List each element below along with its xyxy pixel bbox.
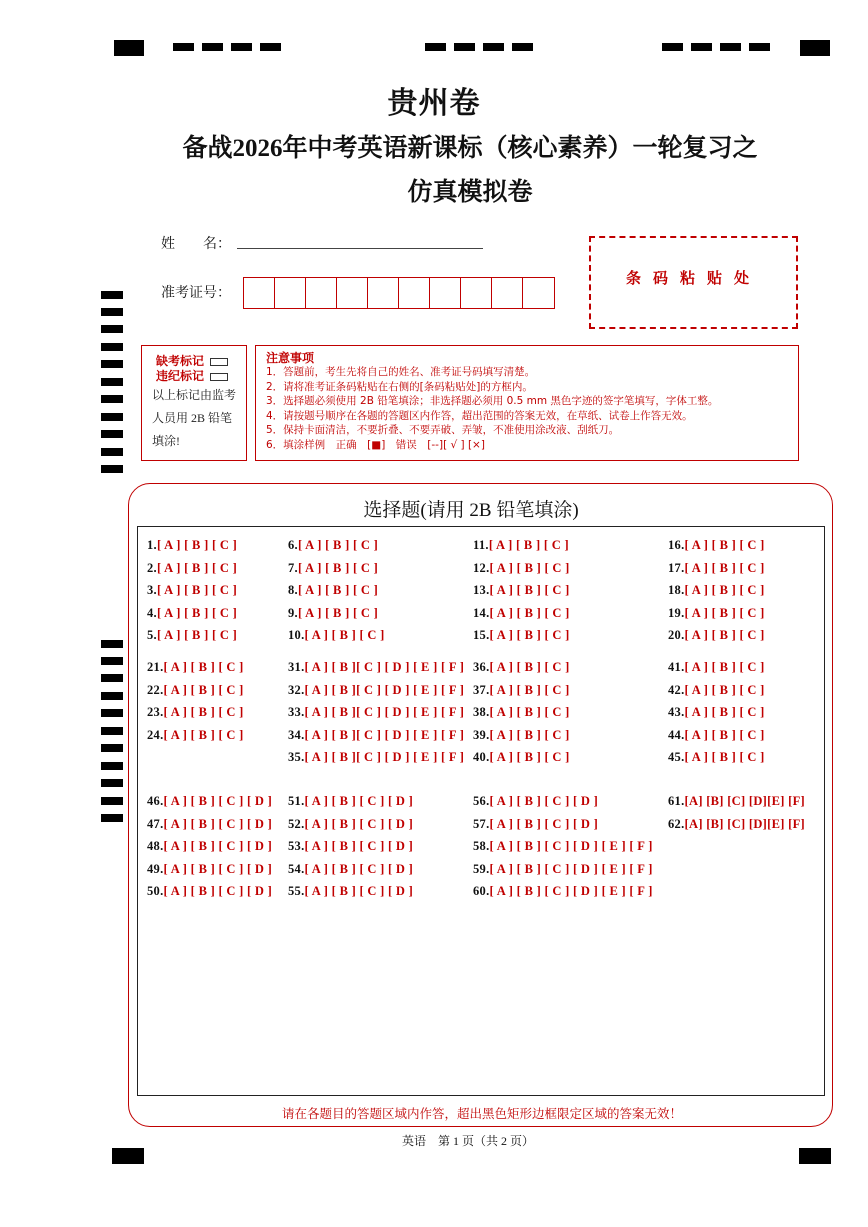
question-item[interactable] [668,583,765,598]
question-number: 22. [147,682,164,697]
question-item[interactable] [473,862,653,877]
question-number: 16. [668,538,685,552]
question-number: 62. [668,816,685,831]
notice-title: 注意事项 [266,351,315,365]
absent-mark-checkbox[interactable] [210,358,228,366]
timing-mark [101,413,123,421]
answer-options[interactable]: [ A ] [ B ] [ C ] [489,750,570,765]
notice-item: 3．选择题必须使用 2B 铅笔填涂；非选择题必须用 0.5 mm 黑色字迹的签字笔填写，字体工整。 [266,395,719,408]
answer-options[interactable]: [ A ] [ B ] [ C ] [684,560,765,575]
question-item[interactable] [668,660,765,675]
question-item[interactable] [668,817,805,832]
question-item[interactable] [668,728,765,743]
question-item[interactable] [147,794,272,809]
question-number: 57. [473,816,490,831]
question-number: 60. [473,884,490,899]
answer-options[interactable]: [ A ] [ B ] [ C ] [156,583,238,598]
answer-options[interactable]: [ A ] [ B ] [ C ] [684,605,765,620]
question-number: 2. [147,560,157,575]
question-number: 6. [288,538,298,552]
question-item[interactable] [147,583,237,598]
id-digit-box[interactable] [244,278,275,308]
question-item[interactable] [288,705,464,720]
question-item[interactable] [473,705,570,720]
question-number: 33. [288,705,305,720]
page-footer: 英语 第 1 页（共 2 页） [401,1134,534,1148]
answer-options[interactable]: [ A ] [ B ] [ C ] [ D ] [163,794,273,808]
timing-mark [512,43,533,51]
question-number: 4. [147,605,157,620]
answer-options[interactable]: [A] [B] [C] [D][E] [F] [684,794,805,808]
answer-options[interactable]: [ A ] [ B ][ C ] [ D ] [ E ] [ F ] [304,750,465,765]
question-number: 21. [147,660,164,674]
answer-options[interactable]: [ A ] [ B ] [ C ] [684,628,765,643]
answer-options[interactable]: [ A ] [ B ] [ C ] [489,583,570,598]
question-item[interactable] [147,728,244,743]
answer-options[interactable]: [ A ] [ B ] [ C ] [ D ] [ E ] [ F ] [489,861,653,876]
timing-mark [231,43,252,51]
answer-options[interactable]: [ A ] [ B ] [ C ] [156,538,238,552]
timing-mark [101,378,123,386]
question-item[interactable] [473,660,570,675]
violation-mark-checkbox[interactable] [210,373,228,381]
section-title: 选择题(请用 2B 铅笔填涂) [363,500,579,521]
question-number: 39. [473,727,490,742]
timing-mark [101,779,123,787]
timing-mark [101,762,123,770]
timing-mark [101,814,123,822]
question-item[interactable] [147,839,272,854]
question-item[interactable] [288,750,464,765]
answer-options[interactable]: [ A ] [ B ] [ C ] [156,605,238,620]
question-number: 52. [288,816,305,831]
question-item[interactable] [147,538,237,553]
question-item[interactable] [473,683,570,698]
question-item[interactable] [147,884,272,899]
id-digit-box[interactable] [337,278,368,308]
timing-mark [101,360,123,368]
timing-mark [260,43,281,51]
question-item[interactable] [473,583,570,598]
answer-options[interactable]: [ A ] [ B ] [ C ] [163,660,244,674]
timing-mark [454,43,475,51]
timing-mark [425,43,446,51]
answer-options[interactable]: [ A ] [ B ] [ C ] [ D ] [163,839,273,854]
answer-options[interactable]: [ A ] [ B ] [ C ] [684,727,765,742]
question-number: 1. [147,538,157,552]
page-subtitle-2: 仿真模拟卷 [407,179,533,206]
question-number: 11. [473,538,489,552]
notice-box [255,345,799,461]
answer-options[interactable]: [ A ] [ B ] [ C ] [489,727,570,742]
question-number: 55. [288,884,305,899]
answer-options[interactable]: [ A ] [ B ] [ C ] [684,538,765,552]
id-digit-box[interactable] [275,278,306,308]
barcode-area [589,236,798,329]
timing-mark [112,1148,144,1164]
question-number: 47. [147,816,164,831]
answer-options[interactable]: [ A ] [ B ] [ C ] [297,605,379,620]
question-item[interactable] [288,660,464,675]
timing-mark [101,430,123,438]
answer-options[interactable]: [ A ] [ B ] [ C ] [ D ] [304,816,414,831]
timing-mark [101,674,123,682]
id-digit-box[interactable] [399,278,430,308]
timing-mark [749,43,770,51]
question-item[interactable] [147,606,237,621]
answer-options[interactable]: [ A ] [ B ] [ C ] [684,682,765,697]
question-number: 17. [668,560,685,575]
answer-options[interactable]: [ A ] [ B ] [ C ] [684,705,765,720]
question-item[interactable] [288,839,413,854]
timing-mark [101,395,123,403]
answer-options[interactable]: [ A ] [ B ] [ C ] [297,560,379,575]
answer-options[interactable]: [ A ] [ B ] [ C ] [156,560,238,575]
question-number: 40. [473,750,490,765]
absent-mark-label: 缺考标记 [156,354,205,368]
question-item[interactable] [668,794,805,809]
question-number: 58. [473,839,490,854]
question-item[interactable] [668,538,765,553]
question-number: 61. [668,794,685,808]
question-number: 56. [473,794,490,808]
answer-options[interactable]: [ A ] [ B ] [ C ] [684,583,765,598]
question-number: 19. [668,605,685,620]
page-title: 贵州卷 [387,87,481,120]
answer-options[interactable]: [ A ] [ B ] [ C ] [684,660,765,674]
question-number: 32. [288,682,305,697]
question-number: 24. [147,727,164,742]
question-item[interactable] [288,728,464,743]
question-number: 38. [473,705,490,720]
question-number: 9. [288,605,298,620]
id-digit-box[interactable] [461,278,492,308]
question-number: 12. [473,560,490,575]
question-item[interactable] [147,628,237,643]
question-item[interactable] [288,561,378,576]
question-item[interactable] [668,628,765,643]
answer-options[interactable]: [ A ] [ B ] [ C ] [297,583,379,598]
question-number: 54. [288,861,305,876]
timing-mark [114,40,144,56]
answer-options[interactable]: [ A ] [ B ] [ C ] [156,628,238,643]
question-item[interactable] [473,606,570,621]
answer-options[interactable]: [A] [B] [C] [D][E] [F] [684,816,805,831]
answer-options[interactable]: [ A ] [ B ] [ C ] [304,628,385,643]
question-number: 34. [288,727,305,742]
answer-options[interactable]: [ A ] [ B ] [ C ] [489,682,570,697]
question-number: 51. [288,794,305,808]
question-item[interactable] [288,583,378,598]
question-number: 14. [473,605,490,620]
timing-mark [101,291,123,299]
question-number: 46. [147,794,164,808]
timing-mark [101,640,123,648]
question-number: 20. [668,628,685,643]
mark-note-line: 以上标记由监考 [152,388,237,402]
question-number: 45. [668,750,685,765]
timing-mark [691,43,712,51]
question-item[interactable] [147,660,244,675]
area-warning: 请在各题目的答题区域内作答，超出黑色矩形边框限定区域的答案无效！ [281,1107,682,1121]
answer-options[interactable]: [ A ] [ B ] [ C ] [163,705,244,720]
question-number: 41. [668,660,685,674]
question-item[interactable] [288,817,413,832]
question-number: 18. [668,583,685,598]
id-digit-box[interactable] [306,278,337,308]
question-item[interactable] [288,538,378,553]
answer-options[interactable]: [ A ] [ B ] [ C ] [ D ] [ E ] [ F ] [489,884,653,899]
timing-mark [101,465,123,473]
timing-mark [101,709,123,717]
question-item[interactable] [473,884,653,899]
question-item[interactable] [668,683,765,698]
answer-options[interactable]: [ A ] [ B ] [ C ] [ D ] [489,794,599,808]
id-label: 准考证号： [161,286,231,301]
question-number: 23. [147,705,164,720]
mark-box [141,345,247,461]
question-number: 31. [288,660,305,674]
answer-options[interactable]: [ A ] [ B ] [ C ] [ D ] [163,861,273,876]
question-item[interactable] [473,839,653,854]
timing-mark [799,1148,831,1164]
question-item[interactable] [668,750,765,765]
timing-mark [483,43,504,51]
answer-options[interactable]: [ A ] [ B ] [ C ] [ D ] [163,816,273,831]
question-item[interactable] [147,705,244,720]
answer-options[interactable]: [ A ] [ B ] [ C ] [ D ] [304,794,414,808]
violation-mark-label: 违纪标记 [156,369,205,383]
question-number: 3. [147,583,157,598]
answer-options[interactable]: [ A ] [ B ] [ C ] [ D ] [489,816,599,831]
answer-options[interactable]: [ A ] [ B ] [ C ] [489,660,570,674]
timing-mark [101,325,123,333]
mark-note-line: 人员用 2B 铅笔 [152,411,233,425]
timing-mark [101,308,123,316]
question-number: 15. [473,628,490,643]
question-item[interactable] [668,561,765,576]
notice-item: 4．请按题号顺序在各题的答题区内作答，超出范围的答案无效，在草纸、试卷上作答无效。 [266,409,693,422]
answer-options[interactable]: [ A ] [ B ] [ C ] [ D ] [304,884,414,899]
question-item[interactable] [288,884,413,899]
question-item[interactable] [473,728,570,743]
question-item[interactable] [473,628,570,643]
question-number: 37. [473,682,490,697]
question-number: 35. [288,750,305,765]
id-digit-box[interactable] [523,278,554,308]
question-item[interactable] [473,750,570,765]
violation-mark[interactable] [156,367,228,384]
id-digit-box[interactable] [368,278,399,308]
timing-mark [101,657,123,665]
question-item[interactable] [147,561,237,576]
question-number: 43. [668,705,685,720]
question-number: 44. [668,727,685,742]
answer-options[interactable]: [ A ] [ B ] [ C ] [ D ] [304,861,414,876]
name-field[interactable] [237,248,483,249]
answer-options[interactable]: [ A ] [ B ] [ C ] [163,727,244,742]
timing-mark [101,727,123,735]
timing-mark [720,43,741,51]
timing-mark [101,797,123,805]
question-item[interactable] [288,683,464,698]
question-number: 42. [668,682,685,697]
question-item[interactable] [668,606,765,621]
question-item[interactable] [288,794,413,809]
answer-options[interactable]: [ A ] [ B ][ C ] [ D ] [ E ] [ F ] [304,660,465,674]
notice-item: 5．保持卡面清洁，不要折叠、不要弄破、弄皱，不准使用涂改液、刮纸刀。 [266,424,620,437]
question-number: 13. [473,583,490,598]
page-subtitle: 备战2026年中考英语新课标（核心素养）一轮复习之 [182,135,758,162]
answer-options[interactable]: [ A ] [ B ][ C ] [ D ] [ E ] [ F ] [304,682,465,697]
id-number-boxes[interactable] [243,277,555,309]
barcode-label: 条码粘贴处 [625,271,761,287]
question-item[interactable] [147,817,272,832]
question-item[interactable] [473,561,570,576]
question-item[interactable] [288,628,385,643]
timing-mark [101,343,123,351]
notice-item: 6．填涂样例 正确 [■] 错误 [--][ √ ] [×] [266,438,485,451]
answer-options[interactable]: [ A ] [ B ] [ C ] [488,538,569,552]
question-number: 49. [147,861,164,876]
question-number: 48. [147,839,164,854]
question-number: 50. [147,884,164,899]
answer-options[interactable]: [ A ] [ B ] [ C ] [489,705,570,720]
mark-note-line: 填涂! [152,434,180,448]
question-number: 10. [288,628,305,643]
answer-options[interactable]: [ A ] [ B ][ C ] [ D ] [ E ] [ F ] [304,727,465,742]
question-item[interactable] [473,794,598,809]
timing-mark [101,692,123,700]
question-number: 36. [473,660,490,674]
answer-options[interactable]: [ A ] [ B ] [ C ] [684,750,765,765]
timing-mark [101,448,123,456]
answer-options[interactable]: [ A ] [ B ] [ C ] [163,682,244,697]
id-digit-box[interactable] [492,278,523,308]
question-item[interactable] [288,862,413,877]
question-item[interactable] [147,862,272,877]
timing-mark [662,43,683,51]
question-item[interactable] [147,683,244,698]
timing-mark [202,43,223,51]
answer-options[interactable]: [ A ] [ B ] [ C ] [ D ] [163,884,273,899]
question-number: 59. [473,861,490,876]
notice-item: 2．请将准考证条码粘贴在右侧的[条码粘贴处]的方框内。 [266,380,533,393]
answer-options[interactable]: [ A ] [ B ] [ C ] [489,628,570,643]
name-label: 姓 名： [161,237,231,252]
question-number: 8. [288,583,298,598]
question-item[interactable] [288,606,378,621]
answer-options[interactable]: [ A ] [ B ] [ C ] [297,538,379,552]
question-number: 5. [147,628,157,643]
question-number: 7. [288,560,298,575]
answer-options[interactable]: [ A ] [ B ] [ C ] [ D ] [304,839,414,854]
timing-mark [800,40,830,56]
question-item[interactable] [668,705,765,720]
answer-options[interactable]: [ A ] [ B ] [ C ] [489,560,570,575]
question-item[interactable] [473,538,569,553]
id-digit-box[interactable] [430,278,461,308]
timing-mark [101,744,123,752]
question-item[interactable] [473,817,598,832]
answer-options[interactable]: [ A ] [ B ] [ C ] [ D ] [ E ] [ F ] [489,839,653,854]
notice-item: 1．答题前，考生先将自己的姓名、准考证号码填写清楚。 [266,366,536,378]
question-number: 53. [288,839,305,854]
answer-options[interactable]: [ A ] [ B ][ C ] [ D ] [ E ] [ F ] [304,705,465,720]
timing-mark [173,43,194,51]
answer-options[interactable]: [ A ] [ B ] [ C ] [489,605,570,620]
